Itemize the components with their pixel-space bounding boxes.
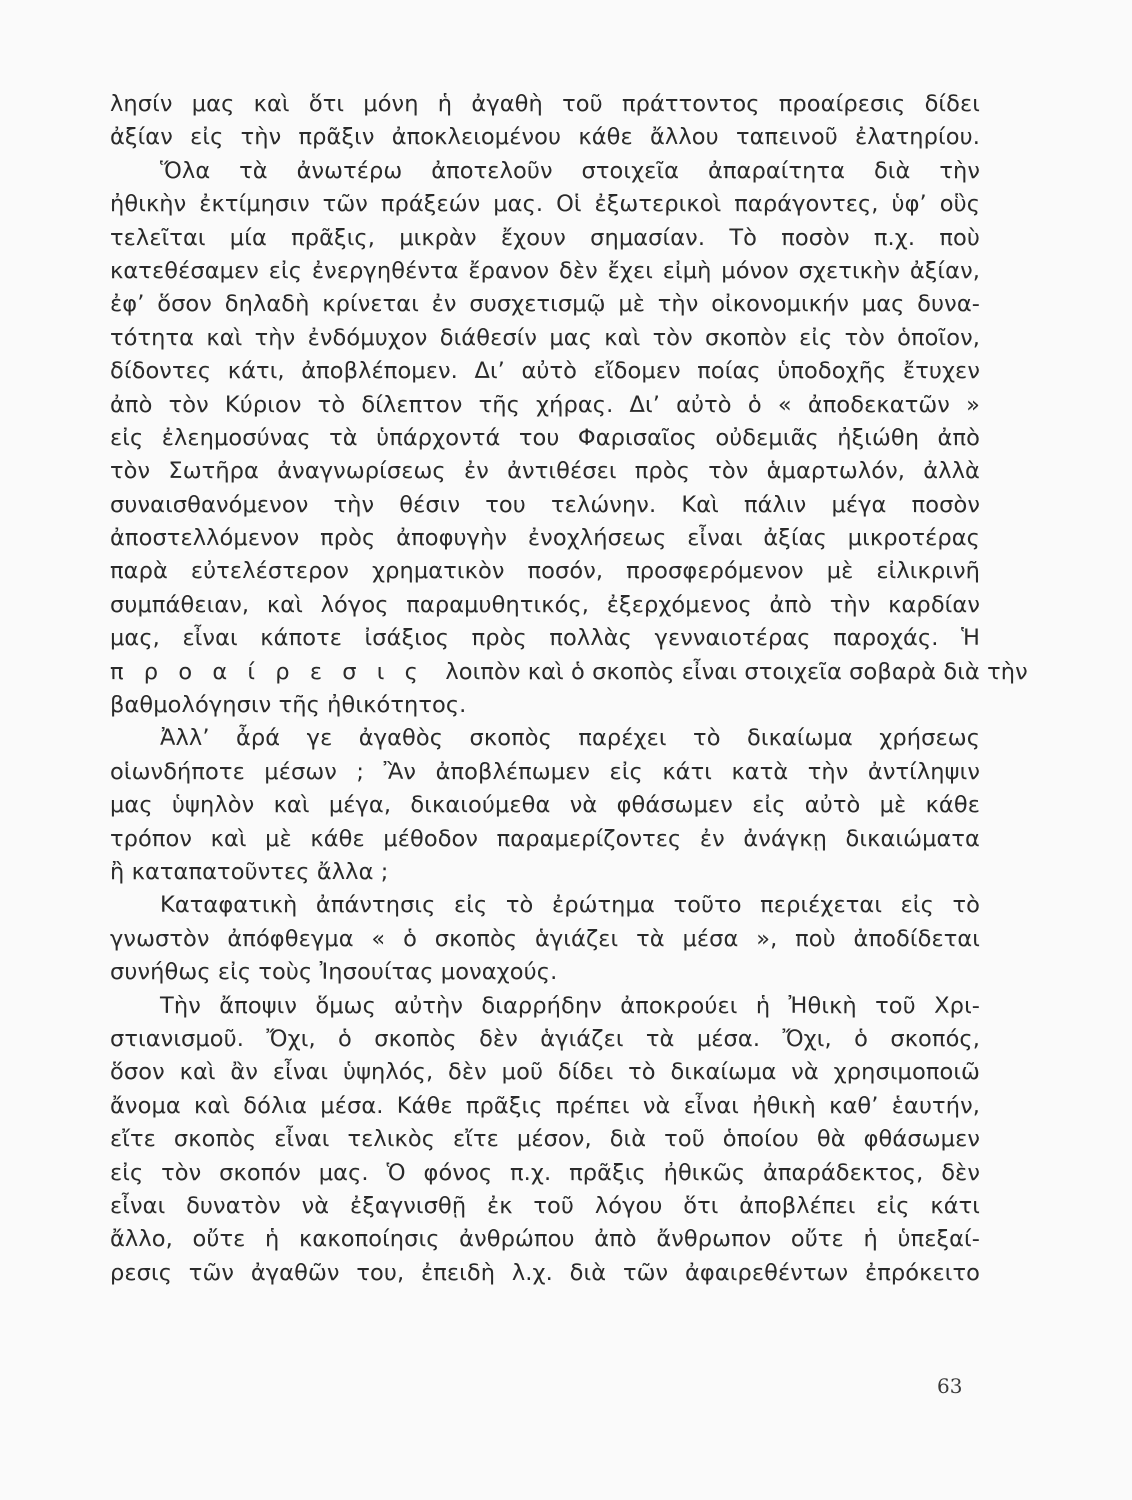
text-line: ἀποστελλόμενον πρὸς ἀποφυγὴν ἐνοχλήσεως εἶναι ἀξίας μικροτέρας (110, 525, 980, 552)
text-line: ὅσον καὶ ἂν εἶναι ὑψηλός, δὲν μοῦ δίδει τὸ δικαίωμα νὰ χρησιμοποιῶ (110, 1059, 980, 1086)
text-line: ἀξίαν εἰς τὴν πρᾶξιν ἀποκλειομένου κάθε ἄλλου ταπεινοῦ ἐλατηρίου. (110, 124, 980, 151)
text-line: εἰς τὸν σκοπόν μας. Ὁ φόνος π.χ. πρᾶξις ἠθικῶς ἀπαράδεκτος, δὲν (110, 1159, 980, 1186)
text-line: λησίν μας καὶ ὅτι μόνη ἡ ἀγαθὴ τοῦ πράττοντος προαίρεσις δίδει (110, 91, 980, 117)
text-line: ἢ καταπατοῦντες ἄλλα ; (110, 858, 389, 885)
text-line: Τὴν ἄποψιν ὅμως αὐτὴν διαρρήδην ἀποκρούει ἡ Ἠθικὴ τοῦ Χρι- (160, 992, 980, 1019)
text-line: Ἀλλ’ ἆρά γε ἀγαθὸς σκοπὸς παρέχει τὸ δικαίωμα χρήσεως (160, 725, 980, 752)
text-line: τὸν Σωτῆρα ἀναγνωρίσεως ἐν ἀντιθέσει πρὸς τὸν ἁμαρτωλόν, ἀλλὰ (110, 458, 980, 485)
text-line: ἀπὸ τὸν Κύριον τὸ δίλεπτον τῆς χήρας. Δι’ αὐτὸ ὁ « ἀποδεκατῶν » (110, 391, 980, 418)
page-number: 63 (937, 1374, 963, 1398)
text-line (110, 656, 1028, 689)
text-line: συναισθανόμενον τὴν θέσιν του τελώνην. Καὶ πάλιν μέγα ποσὸν (110, 491, 980, 518)
text-line: τρόπον καὶ μὲ κάθε μέθοδον παραμερίζοντες ἐν ἀνάγκῃ δικαιώματα (110, 825, 980, 852)
spaced-emphasis: προαίρεσις (110, 658, 439, 685)
text-line: συμπάθειαν, καὶ λόγος παραμυθητικός, ἐξερχόμενος ἀπὸ τὴν καρδίαν (110, 591, 980, 618)
body-text (110, 88, 1028, 1290)
text-line: συνήθως εἰς τοὺς Ἰησουίτας μοναχούς. (110, 959, 558, 986)
line-text: λοιπὸν καὶ ὁ σκοπὸς εἶναι στοιχεῖα σοβαρὰ διὰ τὴν (438, 658, 1028, 685)
text-line: ρεσις τῶν ἀγαθῶν του, ἐπειδὴ λ.χ. διὰ τῶν ἀφαιρεθέντων ἐπρόκειτο (110, 1259, 980, 1286)
text-line: εἶναι δυνατὸν νὰ ἐξαγνισθῇ ἐκ τοῦ λόγου ὅτι ἀποβλέπει εἰς κάτι (110, 1192, 980, 1219)
text-line: ἄλλο, οὔτε ἡ κακοποίησις ἀνθρώπου ἀπὸ ἄνθρωπον οὔτε ἡ ὑπεξαί- (110, 1226, 980, 1253)
text-line: γνωστὸν ἀπόφθεγμα « ὁ σκοπὸς ἁγιάζει τὰ μέσα », ποὺ ἀποδίδεται (110, 925, 980, 952)
text-line: Καταφατικὴ ἀπάντησις εἰς τὸ ἐρώτημα τοῦτο περιέχεται εἰς τὸ (160, 892, 980, 919)
text-line: ἠθικὴν ἐκτίμησιν τῶν πράξεών μας. Οἱ ἐξωτερικοὶ παράγοντες, ὑφ’ οὓς (110, 191, 980, 218)
text-line: βαθμολόγησιν τῆς ἠθικότητος. (110, 692, 467, 719)
text-line: κατεθέσαμεν εἰς ἐνεργηθέντα ἔρανον δὲν ἔχει εἰμὴ μόνον σχετικὴν ἀξίαν, (110, 257, 980, 284)
text-line: μας ὑψηλὸν καὶ μέγα, δικαιούμεθα νὰ φθάσωμεν εἰς αὐτὸ μὲ κάθε (110, 792, 980, 819)
text-line: τότητα καὶ τὴν ἐνδόμυχον διάθεσίν μας καὶ τὸν σκοπὸν εἰς τὸν ὁποῖον, (110, 324, 980, 351)
text-line: παρὰ εὐτελέστερον χρηματικὸν ποσόν, προσφερόμενον μὲ εἰλικρινῆ (110, 558, 980, 585)
text-line: δίδοντες κάτι, ἀποβλέπομεν. Δι’ αὐτὸ εἴδομεν ποίας ὑποδοχῆς ἔτυχεν (110, 358, 980, 385)
text-line: στιανισμοῦ. Ὄχι, ὁ σκοπὸς δὲν ἁγιάζει τὰ μέσα. Ὄχι, ὁ σκοπός, (110, 1025, 980, 1052)
text-line: εἰς ἐλεημοσύνας τὰ ὑπάρχοντά του Φαρισαῖος οὐδεμιᾶς ἠξιώθη ἀπὸ (110, 424, 980, 451)
text-line: ἄνομα καὶ δόλια μέσα. Κάθε πρᾶξις πρέπει νὰ εἶναι ἠθικὴ καθ’ ἑαυτήν, (110, 1092, 980, 1119)
text-line: Ὅλα τὰ ἀνωτέρω ἀποτελοῦν στοιχεῖα ἀπαραίτητα διὰ τὴν (160, 157, 980, 184)
text-line: μας, εἶναι κάποτε ἰσάξιος πρὸς πολλὰς γενναιοτέρας παροχάς. Ἡ (110, 625, 980, 652)
text-line: εἴτε σκοπὸς εἶναι τελικὸς εἴτε μέσον, διὰ τοῦ ὁποίου θὰ φθάσωμεν (110, 1126, 980, 1153)
text-line: οἱωνδήποτε μέσων ; Ἂν ἀποβλέπωμεν εἰς κάτι κατὰ τὴν ἀντίληψιν (110, 758, 980, 785)
text-line: ἐφ’ ὅσον δηλαδὴ κρίνεται ἐν συσχετισμῷ μὲ τὴν οἰκονομικήν μας δυνα- (110, 291, 980, 318)
text-line: τελεῖται μία πρᾶξις, μικρὰν ἔχουν σημασίαν. Τὸ ποσὸν π.χ. ποὺ (110, 224, 980, 251)
